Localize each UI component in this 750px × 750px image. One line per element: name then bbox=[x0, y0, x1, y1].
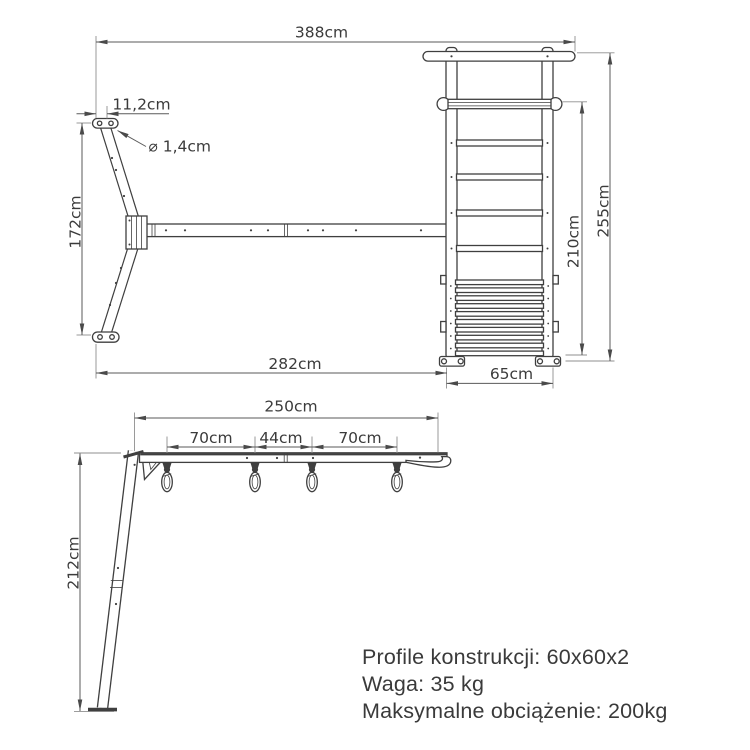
spec-weight: Waga: 35 kg bbox=[362, 672, 485, 696]
hanging-hooks bbox=[162, 463, 403, 492]
dim-beam-length: 250cm bbox=[264, 397, 318, 416]
top-bar bbox=[423, 52, 575, 62]
a-frame bbox=[93, 119, 448, 343]
spec-max-load: Maksymalne obciążenie: 200kg bbox=[362, 699, 668, 723]
dim-total-width: 388cm bbox=[294, 23, 349, 42]
front-view bbox=[67, 24, 615, 389]
dim-hook-span-right: 70cm bbox=[338, 428, 382, 447]
hook bbox=[162, 463, 173, 492]
dim-hook-span-left: 70cm bbox=[189, 428, 233, 447]
hook bbox=[250, 463, 261, 492]
dim-hole-diameter: ⌀ 1,4cm bbox=[148, 137, 212, 156]
dim-frame-height: 172cm bbox=[66, 195, 85, 249]
hook bbox=[392, 463, 403, 492]
front-dimensions bbox=[67, 24, 615, 389]
spec-block bbox=[362, 644, 668, 725]
ladder bbox=[423, 48, 575, 367]
junction-block bbox=[126, 216, 147, 249]
pullup-bar bbox=[437, 98, 562, 111]
hook bbox=[307, 463, 318, 492]
dim-hook-span-mid: 44cm bbox=[259, 428, 303, 447]
monkey-beam-front bbox=[138, 224, 447, 237]
side-leg bbox=[88, 451, 144, 710]
rungs bbox=[451, 140, 549, 252]
dense-rungs bbox=[456, 280, 544, 356]
top-plate bbox=[93, 119, 119, 129]
dim-beam-span: 282cm bbox=[268, 354, 322, 373]
monkey-beam-side bbox=[140, 453, 451, 467]
bottom-plate bbox=[93, 332, 120, 342]
dim-bar-height: 210cm bbox=[564, 214, 583, 269]
dim-ladder-width: 65cm bbox=[489, 365, 534, 383]
dim-plate-width: 11,2cm bbox=[112, 95, 171, 114]
spec-profile: Profile konstrukcji: 60x60x2 bbox=[362, 645, 630, 669]
dim-leg-height: 212cm bbox=[64, 536, 83, 590]
dim-total-height: 255cm bbox=[594, 184, 613, 238]
